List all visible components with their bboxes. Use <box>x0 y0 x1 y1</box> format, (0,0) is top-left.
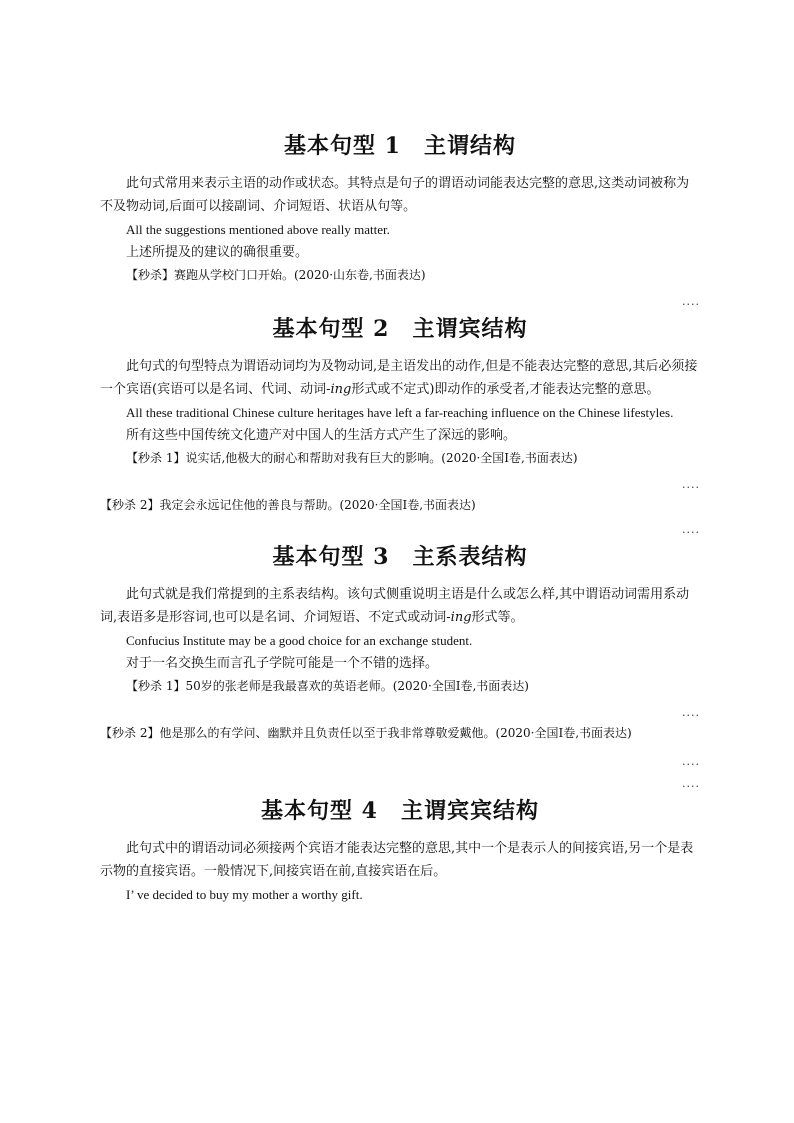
answer-line: .... <box>682 523 700 536</box>
exercise-item: 【秒杀 2】他是那么的有学问、幽默并且负责任以至于我非常尊敬爱戴他。(2020·全国Ⅰ卷,书面表达) <box>100 726 632 740</box>
exercise-item: 【秒杀 1】说实话,他极大的耐心和帮助对我有巨大的影响。(2020·全国Ⅰ卷,书面表达) <box>126 451 578 465</box>
section-heading: 基本句型 4 主谓宾宾结构 <box>261 798 539 824</box>
section-pattern-3 <box>100 539 700 793</box>
answer-line: .... <box>682 478 700 491</box>
section-description: 此句式就是我们常提到的主系表结构。该句式侧重说明主语是什么或怎么样,其中谓语动词需用系动词,表语多是形容词,也可以是名词、介词短语、不定式或动词-ing形式等。 <box>100 587 690 625</box>
example-sentence-en: Confucius Institute may be a good choice for an exchange student. <box>126 633 473 648</box>
section-pattern-4 <box>100 793 700 906</box>
exercise-item: 【秒杀】赛跑从学校门口开始。(2020·山东卷,书面表达) <box>126 268 426 282</box>
example-sentence-en: I’ ve decided to buy my mother a worthy gift. <box>126 887 363 902</box>
example-sentence-en: All the suggestions mentioned above really matter. <box>126 222 390 237</box>
section-heading: 基本句型 2 主谓宾结构 <box>272 316 528 342</box>
answer-line: .... <box>682 777 700 790</box>
section-pattern-1 <box>100 128 700 311</box>
section-heading: 基本句型 1 主谓结构 <box>284 133 516 159</box>
example-translation: 对于一名交换生而言孔子学院可能是一个不错的选择。 <box>126 656 439 671</box>
document-content <box>100 128 700 906</box>
section-description: 此句式的句型特点为谓语动词均为及物动词,是主语发出的动作,但是不能表达完整的意思,其后必须接一个宾语(宾语可以是名词、代词、动词-ing形式或不定式)即动作的承受者,才能表达完整的意思。 <box>100 359 698 397</box>
example-translation: 上述所提及的建议的确很重要。 <box>126 245 309 260</box>
answer-line: .... <box>682 706 700 719</box>
example-sentence-en: All these traditional Chinese culture heritages have left a far-reaching influence on the Chinese lifestyles. <box>126 405 674 420</box>
answer-line: .... <box>682 755 700 768</box>
section-description: 此句式中的谓语动词必须接两个宾语才能表达完整的意思,其中一个是表示人的间接宾语,另一个是表示物的直接宾语。一般情况下,间接宾语在前,直接宾语在后。 <box>100 841 694 879</box>
section-description: 此句式常用来表示主语的动作或状态。其特点是句子的谓语动词能表达完整的意思,这类动词被称为不及物动词,后面可以接副词、介词短语、状语从句等。 <box>100 176 690 214</box>
answer-line: .... <box>682 295 700 308</box>
exercise-item: 【秒杀 2】我定会永远记住他的善良与帮助。(2020·全国Ⅰ卷,书面表达) <box>100 498 476 512</box>
section-pattern-2 <box>100 311 700 539</box>
exercise-item: 【秒杀 1】50岁的张老师是我最喜欢的英语老师。(2020·全国Ⅰ卷,书面表达) <box>126 679 529 693</box>
section-heading: 基本句型 3 主系表结构 <box>272 544 528 570</box>
example-translation: 所有这些中国传统文化遗产对中国人的生活方式产生了深远的影响。 <box>126 428 517 443</box>
